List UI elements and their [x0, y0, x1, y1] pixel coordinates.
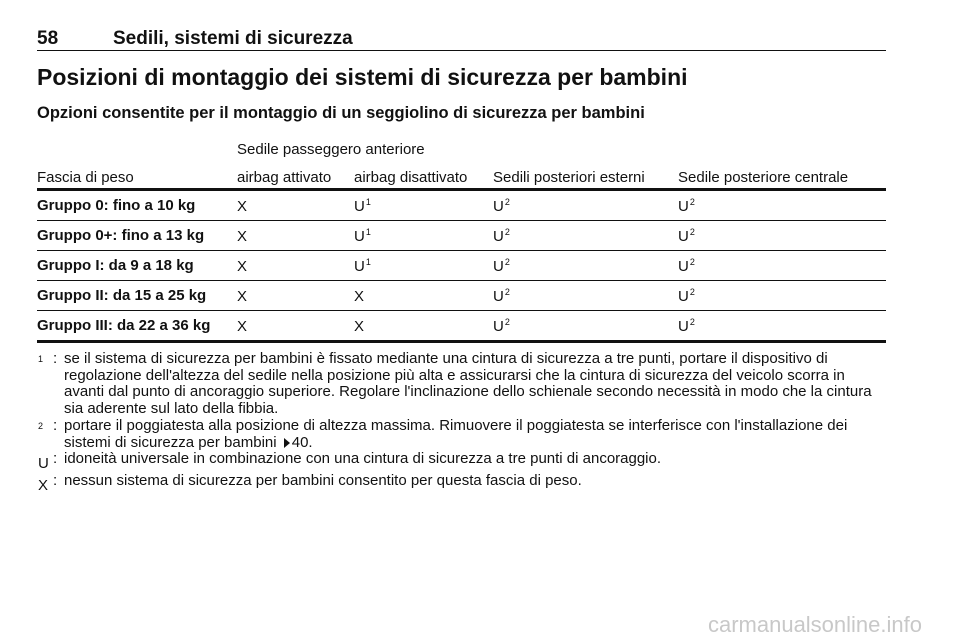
cell-rear-outer: $U^2$: [493, 311, 678, 342]
cell-rear-center: $U^2$: [678, 190, 886, 221]
section-title: Sedili, sistemi di sicurezza: [113, 28, 353, 49]
cell-rear-center: $U^2$: [678, 221, 886, 251]
cell-weight-group: Gruppo II: da 15 a 25 kg: [37, 281, 237, 311]
cell-rear-center: $U^2$: [678, 251, 886, 281]
table-row: [37, 311, 886, 342]
table-row: [37, 281, 886, 311]
cell-airbag-on: X: [237, 281, 354, 311]
col-header-rear-center: Sedile posteriore centrale: [678, 158, 886, 190]
table-row: [37, 221, 886, 251]
reference-arrow-icon: [284, 438, 290, 448]
footnote-key: 2: [38, 420, 44, 431]
col-header-airbag-off: airbag disattivato: [354, 158, 493, 190]
cell-airbag-on: X: [237, 190, 354, 221]
cell-airbag-on: X: [237, 251, 354, 281]
page-number: 58: [37, 28, 59, 49]
cell-airbag-off: X: [354, 311, 493, 342]
col-header-rear-outer: Sedili posteriori esterni: [493, 158, 678, 190]
footnote: $^2$ : portare il poggiatesta alla posizione di altezza massima. Rimuovere il poggiatesta se interferisce con l'installazione dei sistemi di sicurezza per bambini 40.: [37, 418, 886, 451]
child-restraint-table: [37, 136, 886, 343]
cell-rear-outer: $U^2$: [493, 221, 678, 251]
page-subtitle: Opzioni consentite per il montaggio di un seggiolino di sicurezza per bambini: [37, 104, 645, 122]
cell-rear-outer: $U^2$: [493, 281, 678, 311]
cell-rear-outer: $U^2$: [493, 190, 678, 221]
cell-airbag-off: $U^1$: [354, 251, 493, 281]
footnote: X : nessun sistema di sicurezza per bambini consentito per questa fascia di peso.: [37, 473, 886, 495]
table-row: [37, 190, 886, 221]
page-reference-link[interactable]: 40.: [291, 433, 313, 451]
running-header: [37, 28, 886, 51]
watermark: carmanualsonline.info: [707, 612, 922, 637]
page-title: Posizioni di montaggio dei sistemi di sicurezza per bambini: [37, 64, 688, 90]
cell-airbag-on: X: [237, 221, 354, 251]
cell-rear-center: $U^2$: [678, 281, 886, 311]
cell-airbag-off: X: [354, 281, 493, 311]
cell-airbag-off: $U^1$: [354, 190, 493, 221]
footnote: $^1$ : se il sistema di sicurezza per bambini è fissato mediante una cintura di sicurezza a tre punti, portare il dispositivo di regolazione dell'altezza del sedile nella posizione più alta e assicurarsi che la cintura di sicurezza del veicolo scorra in avanti dal punto di ancoraggio superiore. Regolare l'inclinazione dello schienale secondo necessità in modo che la cintura sia aderente sul lato della fibbia.: [37, 351, 886, 418]
col-header-weight: Fascia di peso: [37, 158, 237, 190]
cell-weight-group: Gruppo 0+: fino a 13 kg: [37, 221, 237, 251]
col-header-airbag-on: airbag attivato: [237, 158, 354, 190]
footnote: U : idoneità universale in combinazione con una cintura di sicurezza a tre punti di ancoraggio.: [37, 451, 886, 473]
cell-weight-group: Gruppo III: da 22 a 36 kg: [37, 311, 237, 342]
group-header-front-passenger: Sedile passeggero anteriore: [237, 141, 425, 158]
cell-rear-outer: $U^2$: [493, 251, 678, 281]
cell-weight-group: Gruppo 0: fino a 10 kg: [37, 190, 237, 221]
table-header-row: [37, 158, 886, 190]
footnotes: [37, 351, 886, 495]
cell-rear-center: $U^2$: [678, 311, 886, 342]
table-row: [37, 251, 886, 281]
footnote-text: nessun sistema di sicurezza per bambini consentito per questa fascia di peso.: [64, 471, 582, 489]
footnote-key: U: [38, 455, 49, 473]
footnote-key: X: [38, 476, 49, 494]
footnote-text: idoneità universale in combinazione con una cintura di sicurezza a tre punti di ancoraggio.: [64, 450, 662, 468]
table-group-header-row: [37, 136, 886, 158]
footnote-text: portare il poggiatesta alla posizione di altezza massima. Rimuovere il poggiatesta se interferisce con l'installazione dei sistemi di sicurezza per bambini 40.: [64, 416, 848, 451]
cell-airbag-off: $U^1$: [354, 221, 493, 251]
cell-airbag-on: X: [237, 311, 354, 342]
footnote-key: 1: [38, 354, 44, 364]
cell-weight-group: Gruppo I: da 9 a 18 kg: [37, 251, 237, 281]
footnote-text: se il sistema di sicurezza per bambini è fissato mediante una cintura di sicurezza a tre punti, portare il dispositivo di regolazione dell'altezza del sedile nella posizione più alta e assicurarsi che la cintura di sicurezza del veicolo scorra in avanti dal punto di ancoraggio superiore. Regolare l'inclinazione dello schienale secondo necessità in modo che la cintura sia aderente sul lato della fibbia.: [64, 350, 872, 418]
